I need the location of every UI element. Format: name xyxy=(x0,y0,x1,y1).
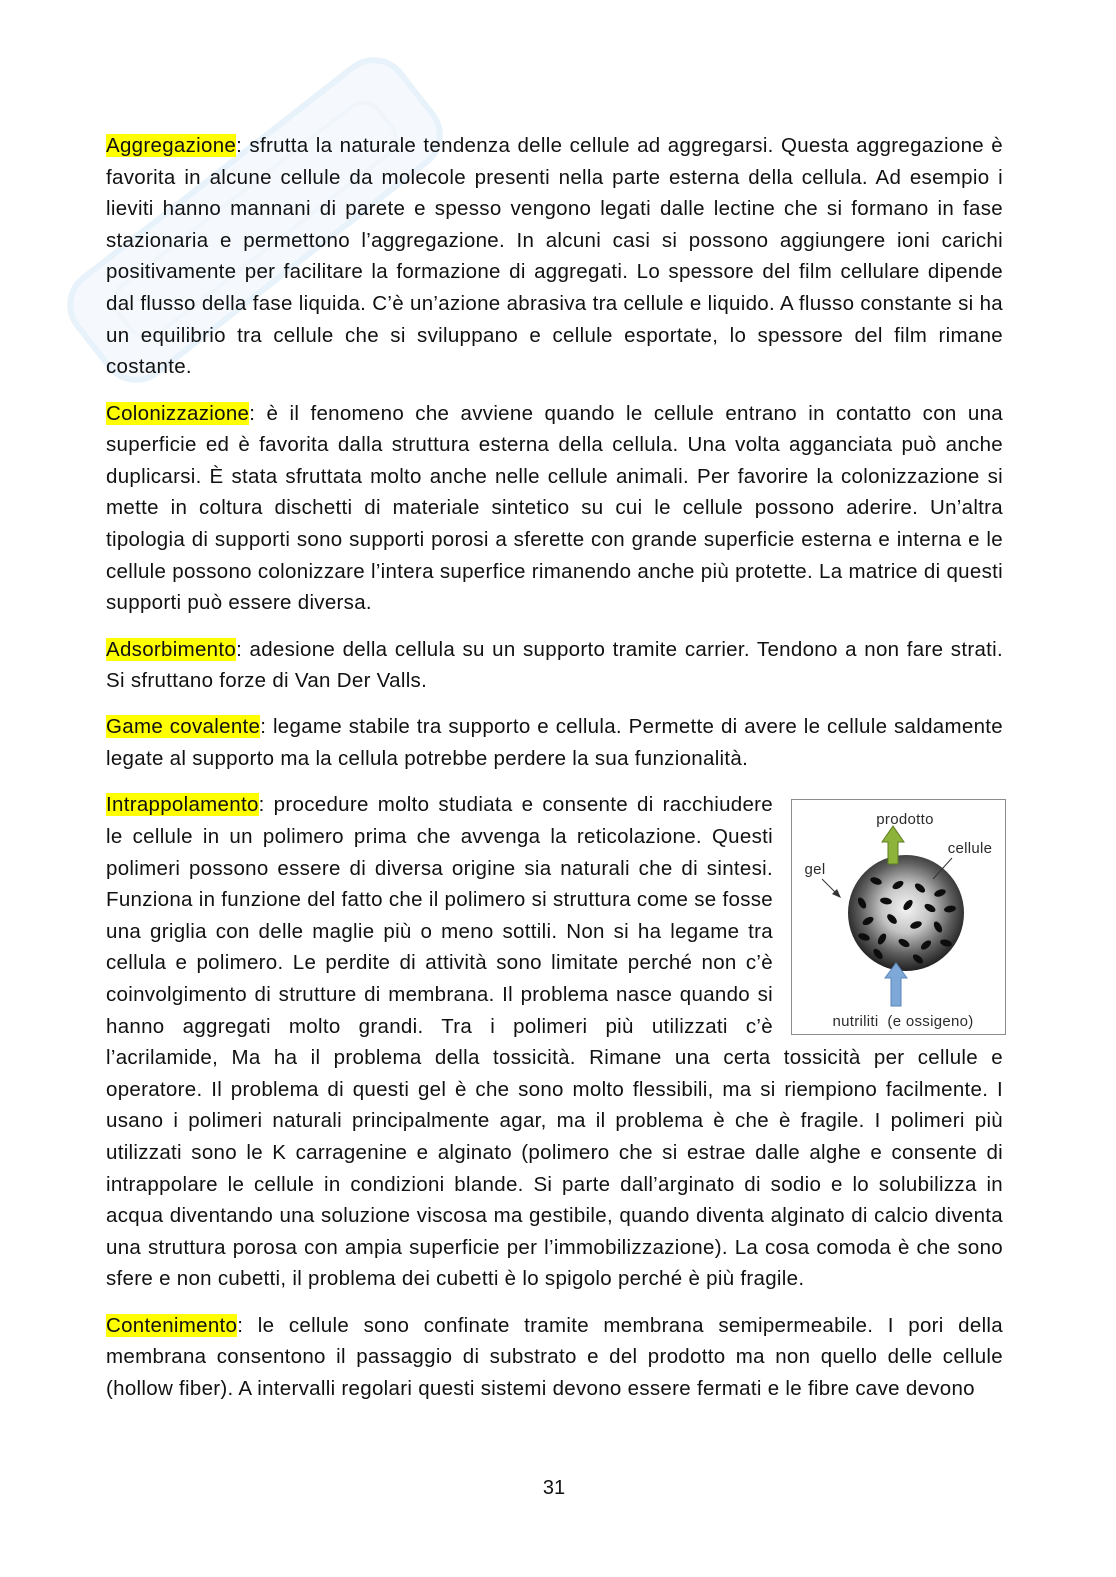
paragraph-text: : procedure molto studiata e consente di racchiudere le cellule in un polimero prima che avvenga la reticolazione. Questi polimeri possono essere di diversa origine sia naturali che di sintesi. Funziona in funzione del fatto che il polimero si struttura come se fosse una griglia con delle maglie più o meno sottili. Non si ha legame tra cellula e polimero. Le perdite di attività sono limitate perché non c’è coinvolgimento di strutture di membrana. Il problema nasce quando si hanno aggregati molto grandi. Tra i polimeri più utilizzati c’è l’acrilamide, Ma ha il problema della tossicità. Rimane una certa tossicità per cellule e operatore. Il problema di questi gel è che sono molto flessibili, ma si riempiono facilmente. I usano i polimeri naturali principalmente agar, ma il problema è che è fragile. I polimeri più utilizzati sono le K carragenine e alginato (polimero che si estrae dalle alghe e consente di intrappolare le cellule in condizioni blande. Si parte dall’arginato di sodio e lo solubilizza in acqua diventando una soluzione viscosa ma gestibile, quando diventa alginato di calcio diventa una struttura porosa con ampia superficie per l’immobilizzazione). La cosa comoda è che sono sfere e non cubetti, il problema dei cubetti è lo spigolo perché è più fragile. xyxy=(106,793,1003,1291)
paragraph-text: : è il fenomeno che avviene quando le cellule entrano in contatto con una superficie ed è favorita dalla struttura esterna della cellula. Una volta agganciata può anche duplicarsi. È stata sfruttata molto anche nelle cellule animali. Per favorire la colonizzazione si mette in coltura dischetti di materiale sintetico su cui le cellule possono aderire. Un’altra tipologia di supporti sono supporti porosi a sferette con grande superficie esterna e interna e le cellule possono colonizzare l’intera superfice rimanendo anche più protette. La matrice di questi supporti può essere diversa. xyxy=(106,401,1003,615)
page-number: 31 xyxy=(542,1477,566,1499)
paragraph-game-covalente xyxy=(106,711,1003,774)
label-product: prodotto xyxy=(876,811,934,829)
paragraph-contenimento xyxy=(106,1310,1003,1405)
gel-bead-diagram xyxy=(792,800,1005,1034)
term-highlight: Adsorbimento xyxy=(106,637,237,661)
paragraph-adsorbimento xyxy=(106,634,1003,697)
gel-sphere xyxy=(848,855,964,971)
text-body xyxy=(106,130,1003,1419)
term-highlight: Contenimento xyxy=(106,1313,238,1337)
paragraph-text: : legame stabile tra supporto e cellula. Permette di avere le cellule saldamente legate al supporto ma la cellula potrebbe perdere la sua funzionalità. xyxy=(106,715,1003,771)
label-gel: gel xyxy=(804,861,826,879)
paragraph-text: : le cellule sono confinate tramite membrana semipermeabile. I pori della membrana consentono il passaggio di substrato e del prodotto ma non quello delle cellule (hollow fiber). A intervalli regolari questi sistemi devono essere fermati e le fibre cave devono xyxy=(106,1313,1003,1400)
label-nutrients: nutriliti (e ossigeno) xyxy=(832,1013,974,1031)
paragraph-intrappolamento xyxy=(106,789,1003,1295)
gel-bead-figure xyxy=(791,799,1006,1035)
term-highlight: Colonizzazione xyxy=(106,401,250,425)
term-highlight: Game covalente xyxy=(106,715,261,739)
paragraph-text: : sfrutta la naturale tendenza delle cellule ad aggregarsi. Questa aggregazione è favorita in alcune cellule da molecole presenti nella parte esterna della cellula. Ad esempio i lieviti hanno mannani di parete e spesso vengono legati dalle lectine che si formano in fase stazionaria e permettono l’aggregazione. In alcuni casi si possono aggiungere ioni carichi positivamente per facilitare la formazione di aggregati. Lo spessore del film cellulare dipende dal flusso della fase liquida. C’è un’azione abrasiva tra cellule e liquido. A flusso constante si ha un equilibrio tra cellule che si sviluppano e cellule esportate, lo spessore del film rimane costante. xyxy=(106,134,1003,379)
paragraph-colonizzazione xyxy=(106,398,1003,619)
term-highlight: Intrappolamento xyxy=(106,793,259,817)
term-highlight: Aggregazione xyxy=(106,134,237,157)
paragraph-text: : adesione della cellula su un supporto tramite carrier. Tendono a non fare strati. Si sfruttano forze di Van Der Valls. xyxy=(106,637,1003,693)
label-cells: cellule xyxy=(947,840,993,858)
paragraph-aggregazione xyxy=(106,130,1003,383)
